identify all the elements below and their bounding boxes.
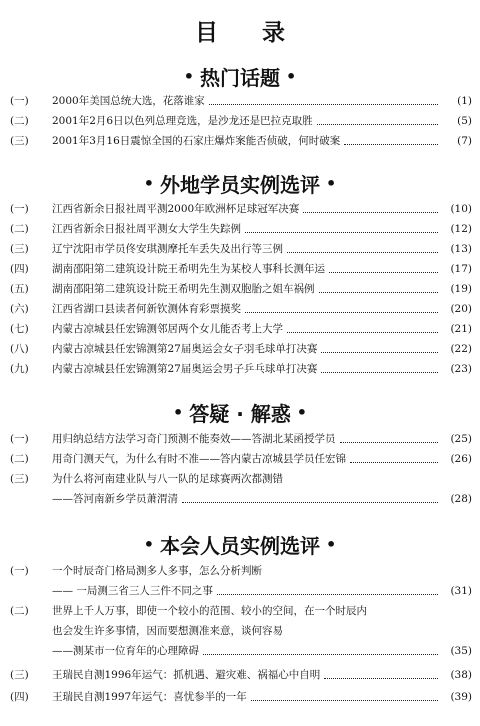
- entry-number: (七): [10, 323, 29, 335]
- leader-dots: [303, 212, 438, 213]
- entry-page: (21): [450, 323, 472, 335]
- entry-page: (39): [450, 691, 472, 703]
- entry-number: (一): [10, 95, 29, 107]
- entry-title: 用奇门测天气，为什么有时不准——答内蒙古凉城县学员任宏锦: [52, 453, 346, 465]
- entry-page: (23): [450, 363, 472, 375]
- entry-title: 为什么将河南建业队与八一队的足球赛两次都测错: [52, 473, 283, 485]
- entry-title: 王瑞民自测1997年运气：喜忧参半的一年: [52, 691, 247, 703]
- leader-dots: [321, 372, 438, 373]
- leader-dots: [203, 654, 438, 655]
- toc-entry[interactable]: [10, 300, 472, 318]
- toc-entry[interactable]: [10, 602, 472, 620]
- toc-entry[interactable]: [10, 132, 472, 150]
- toc-entry[interactable]: [10, 562, 472, 580]
- leader-dots: [317, 124, 438, 125]
- leader-dots: [245, 312, 438, 313]
- entry-page: (7): [457, 135, 472, 147]
- entry-number: (九): [10, 363, 29, 375]
- leader-dots: [182, 502, 438, 503]
- entry-title: 用归纳总结方法学习奇门预测不能奏效——答湖北某函授学员: [52, 433, 336, 445]
- entry-title: 2001年2月6日以色列总理竞选，是沙龙还是巴拉克取胜: [52, 115, 313, 127]
- entry-title: 内蒙古凉城县任宏锦测第27届奥运会女子羽毛球单打决赛: [52, 343, 318, 355]
- entry-title: 一个时辰奇门格局测多人多事，怎么分析判断: [52, 565, 262, 577]
- entry-number: (一): [10, 565, 29, 577]
- entry-number: (一): [10, 203, 29, 215]
- toc-entry[interactable]: [10, 688, 472, 706]
- page-title: 目 录: [194, 20, 303, 46]
- leader-dots: [340, 442, 439, 443]
- entry-page: (26): [450, 453, 472, 465]
- toc-entry[interactable]: [10, 200, 472, 218]
- toc-entry[interactable]: [10, 430, 472, 448]
- entry-page: (20): [450, 303, 472, 315]
- entry-number: (三): [10, 135, 29, 147]
- entry-title: 内蒙古凉城县任宏锦测第27届奥运会男子乒乓球单打决赛: [52, 363, 318, 375]
- entry-page: (10): [450, 203, 472, 215]
- section-heading-member-cases: • 本会人员实例选评 •: [143, 534, 337, 558]
- entry-number: (一): [10, 433, 29, 445]
- leader-dots: [217, 594, 438, 595]
- leader-dots: [319, 292, 439, 293]
- entry-number: (二): [10, 223, 29, 235]
- entry-page: (17): [450, 263, 472, 275]
- toc-entry[interactable]: [10, 260, 472, 278]
- section-heading-hot-topics: • 热门话题 •: [183, 66, 297, 90]
- toc-entry[interactable]: [10, 92, 472, 110]
- entry-subtitle: ——答河南新乡学员萧渭清: [52, 493, 178, 505]
- toc-entry[interactable]: [10, 320, 472, 338]
- leader-dots: [344, 144, 438, 145]
- entry-page: (35): [450, 645, 472, 657]
- toc-entry[interactable]: [10, 666, 472, 684]
- entry-title: 世界上千人万事，即使一个较小的范围、较小的空间，在一个时辰内: [52, 605, 367, 617]
- toc-entry[interactable]: [10, 220, 472, 238]
- entry-number: (三): [10, 669, 29, 681]
- toc-entry[interactable]: [10, 450, 472, 468]
- entry-title: 王瑞民自测1996年运气：抓机遇、避灾难、祸福心中自明: [52, 669, 321, 681]
- leader-dots: [287, 252, 438, 253]
- entry-number: (三): [10, 473, 29, 485]
- toc-entry-continuation[interactable]: [52, 582, 472, 600]
- leader-dots: [209, 104, 438, 105]
- entry-page: (22): [450, 343, 472, 355]
- entry-title: 辽宁沈阳市学员佟安琪测摩托车丢失及出行等三例: [52, 243, 283, 255]
- leader-dots: [245, 232, 438, 233]
- entry-page: (25): [450, 433, 472, 445]
- entry-page: (38): [450, 669, 472, 681]
- entry-page: (19): [450, 283, 472, 295]
- entry-page: (13): [450, 243, 472, 255]
- entry-number: (四): [10, 691, 29, 703]
- entry-page: (12): [450, 223, 472, 235]
- entry-title-continued: 也会发生许多事情，因而要想测准来意，谈何容易: [52, 625, 283, 637]
- entry-subtitle: ——测某市一位育年的心理障碍: [52, 645, 199, 657]
- entry-page: (1): [457, 95, 472, 107]
- entry-page: (5): [457, 115, 472, 127]
- toc-entry[interactable]: [10, 280, 472, 298]
- entry-title: 2000年美国总统大选，花落谁家: [52, 95, 205, 107]
- entry-title: 内蒙古凉城县任宏锦测邻居两个女儿能否考上大学: [52, 323, 283, 335]
- entry-number: (二): [10, 605, 29, 617]
- entry-title: 江西省新余日报社周平测2000年欧洲杯足球冠军决赛: [52, 203, 300, 215]
- toc-entry[interactable]: [10, 240, 472, 258]
- toc-entry-continuation-line: [52, 622, 472, 640]
- leader-dots: [287, 332, 438, 333]
- leader-dots: [321, 352, 438, 353]
- toc-entry[interactable]: [10, 340, 472, 358]
- toc-entry[interactable]: [10, 470, 472, 488]
- entry-number: (五): [10, 283, 29, 295]
- leader-dots: [324, 678, 438, 679]
- entry-number: (八): [10, 343, 29, 355]
- toc-entry[interactable]: [10, 360, 472, 378]
- entry-page: (28): [450, 493, 472, 505]
- entry-title: 湖南邵阳第二建筑设计院王希明先生为某校人事科长测年运: [52, 263, 325, 275]
- leader-dots: [350, 462, 438, 463]
- section-heading-qa: • 答疑 · 解惑 •: [173, 402, 307, 426]
- entry-number: (三): [10, 243, 29, 255]
- toc-entry[interactable]: [10, 112, 472, 130]
- entry-title: 2001年3月16日震惊全国的石家庄爆炸案能否侦破，何时破案: [52, 135, 341, 147]
- entry-number: (六): [10, 303, 29, 315]
- entry-subtitle: —— 一局测三省三人三件不同之事: [52, 585, 213, 597]
- leader-dots: [329, 272, 438, 273]
- section-heading-outside-cases: • 外地学员实例选评 •: [143, 173, 337, 197]
- entry-number: (二): [10, 453, 29, 465]
- entry-page: (31): [450, 585, 472, 597]
- entry-title: 江西省新余日报社周平测女大学生失踪例: [52, 223, 241, 235]
- entry-title: 江西省湖口县读者何新钦测体育彩票摸奖: [52, 303, 241, 315]
- toc-entry-continuation[interactable]: [52, 642, 472, 660]
- toc-entry-continuation[interactable]: [52, 490, 472, 508]
- entry-number: (二): [10, 115, 29, 127]
- entry-title: 湖南邵阳第二建筑设计院王希明先生测双胞胎之姐车祸例: [52, 283, 315, 295]
- leader-dots: [251, 700, 438, 701]
- entry-number: (四): [10, 263, 29, 275]
